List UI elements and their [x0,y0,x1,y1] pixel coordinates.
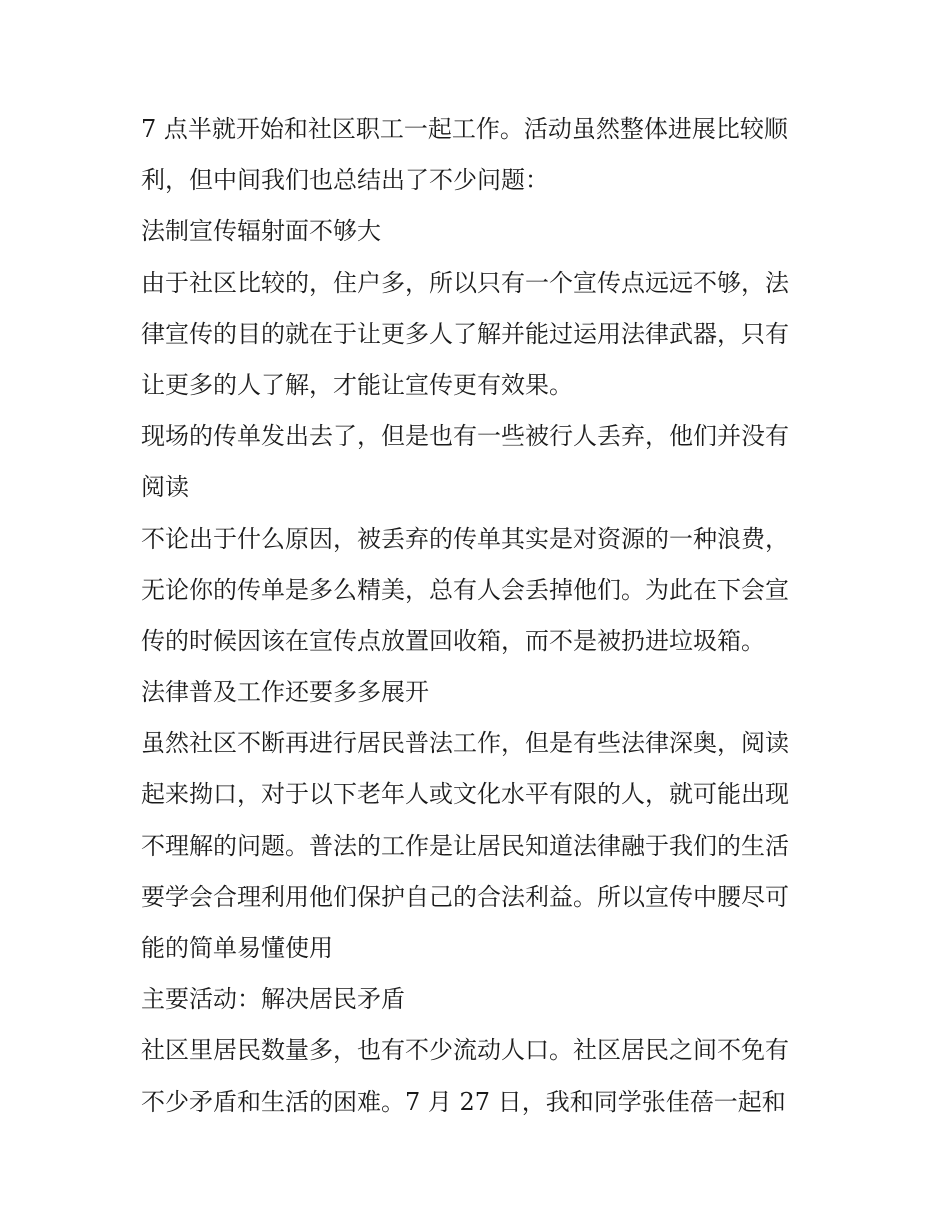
text-line: 传的时候因该在宣传点放置回收箱，而不是被扔进垃圾箱。 [141,626,765,655]
text-line: 7 点半就开始和社区职工一起工作。活动虽然整体进展比较顺 [141,115,788,143]
section-heading: 现场的传单发出去了，但是也有一些被行人丢弃，他们并没有 [141,422,789,451]
text-line: 能的简单易懂使用 [141,934,333,962]
section-heading: 主要活动：解决居民矛盾 [141,985,405,1014]
text-line: 由于社区比较的，住户多，所以只有一个宣传点远远不够，法 [141,268,789,297]
text-line: 不理解的问题。普法的工作是让居民知道法律融于我们的生活 [141,831,789,860]
text-line: 让更多的人了解，才能让宣传更有效果。 [141,370,573,399]
text-line: 无论你的传单是多么精美，总有人会丢掉他们。为此在下会宣 [141,575,789,604]
text-line: 要学会合理利用他们保护自己的合法利益。所以宣传中腰尽可 [141,882,789,911]
text-line: 社区里居民数量多，也有不少流动人口。社区居民之间不免有 [141,1036,789,1065]
text-line: 不论出于什么原因，被丢弃的传单其实是对资源的一种浪费， [141,524,789,553]
section-heading: 法制宣传辐射面不够大 [141,217,381,246]
text-line: 利，但中间我们也总结出了不少问题： [141,166,549,195]
text-line: 虽然社区不断再进行居民普法工作，但是有些法律深奥，阅读 [141,729,789,758]
text-line: 律宣传的目的就在于让更多人了解并能过运用法律武器，只有 [141,319,789,348]
section-heading: 法律普及工作还要多多展开 [141,678,429,707]
text-line: 不少矛盾和生活的困难。7 月 27 日，我和同学张佳蓓一起和 [141,1087,786,1116]
document-body [141,104,821,1128]
section-heading: 阅读 [141,473,189,502]
text-line: 起来拗口，对于以下老年人或文化水平有限的人，就可能出现 [141,780,789,809]
